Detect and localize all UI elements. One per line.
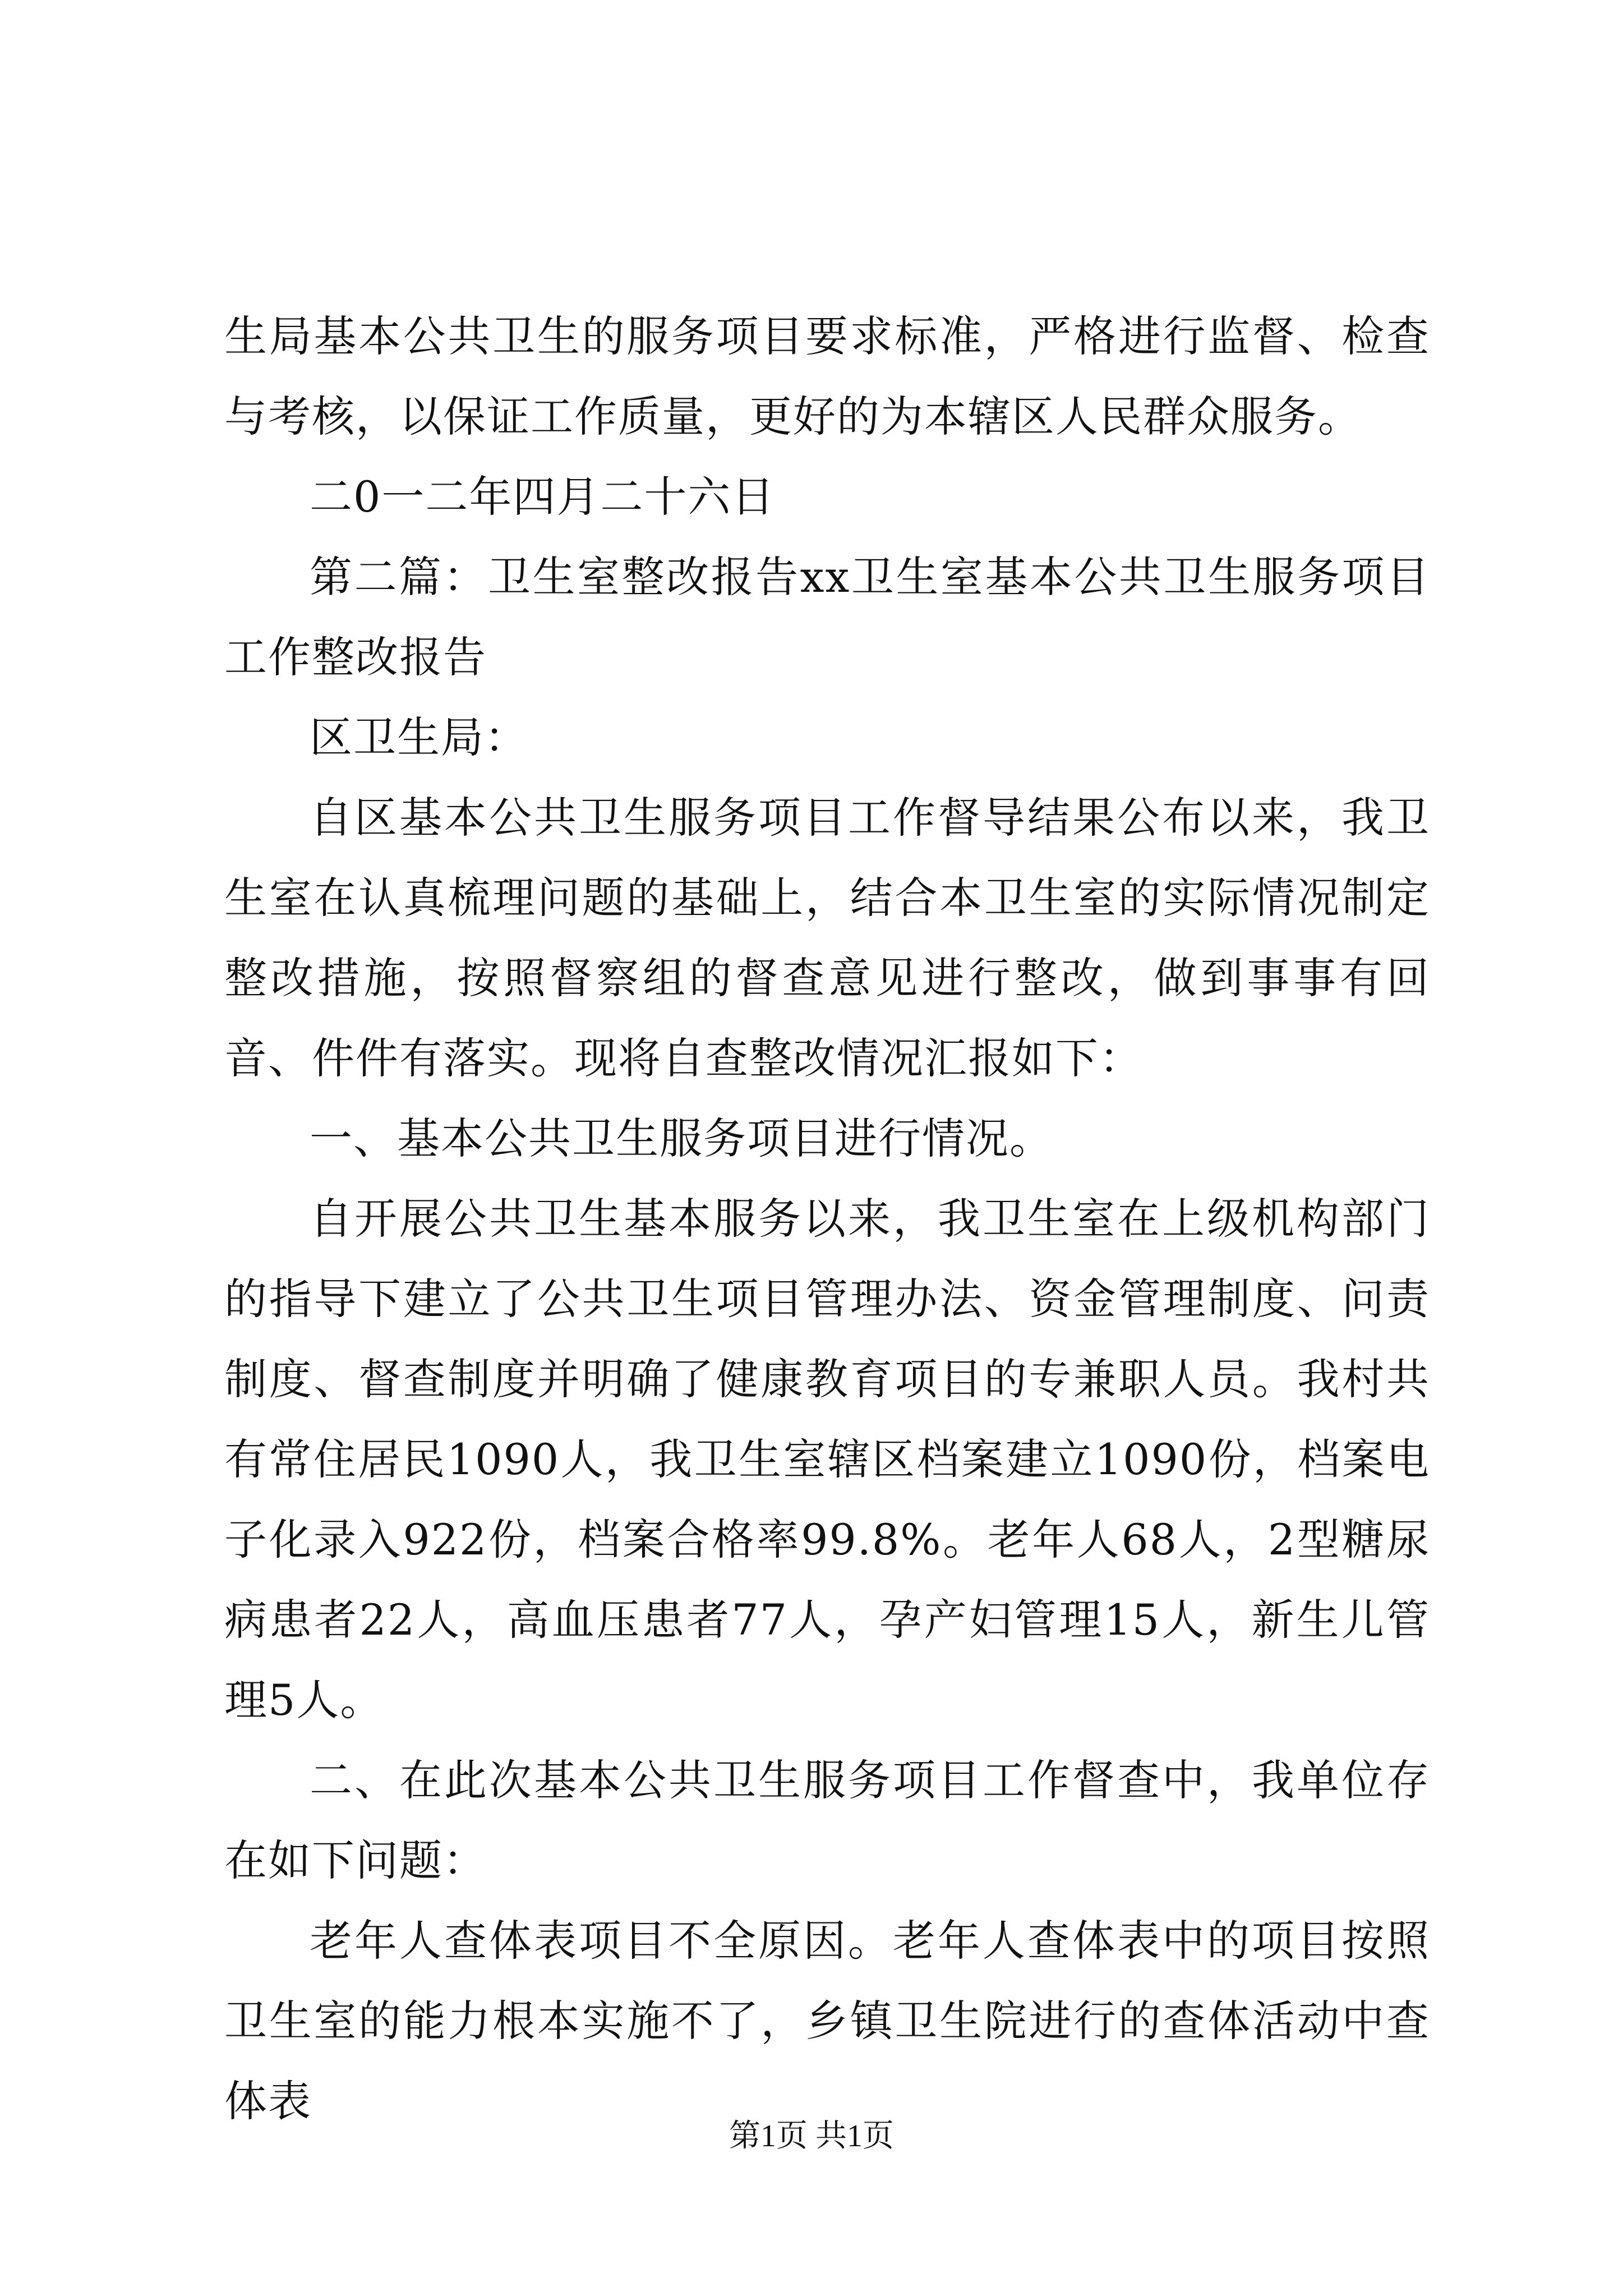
page-footer: 第1页 共1页 [729, 2119, 894, 2154]
paragraph-addressee: 区卫生局： [310, 712, 528, 762]
paragraph-section-title: 第二篇：卫生室整改报告xx卫生室基本公共卫生服务项目工作整改报告 [224, 552, 1430, 682]
paragraph-date: 二0一二年四月二十六日 [310, 472, 776, 522]
paragraph-heading-2: 二、在此次基本公共卫生服务项目工作督查中，我单位存在如下问题： [224, 1755, 1430, 1885]
paragraph-statistics: 自开展公共卫生基本服务以来，我卫生室在上级机构部门的指导下建立了公共卫生项目管理办法、资金管理制度、问责制度、督查制度并明确了健康教育项目的专兼职人员。我村共有常住居民1090人，我卫生室辖区档案建立1090份，档案电子化录入922份，档案合格率99.8%。老年人68人，2型糖尿病患者22人，高血压患者77人，孕产妇管理15人，新生儿管理5人。 [224, 1194, 1430, 1725]
paragraph-issue: 老年人查体表项目不全原因。老年人查体表中的项目按照卫生室的能力根本实施不了，乡镇卫生院进行的查体活动中查体表 [224, 1916, 1430, 2126]
paragraph-intro: 自区基本公共卫生服务项目工作督导结果公布以来，我卫生室在认真梳理问题的基础上，结合本卫生室的实际情况制定整改措施，按照督察组的督查意见进行整改，做到事事有回音、件件有落实。现将自查整改情况汇报如下： [224, 793, 1430, 1083]
document-body [224, 296, 1430, 2141]
paragraph-heading-1: 一、基本公共卫生服务项目进行情况。 [310, 1114, 1053, 1163]
paragraph-1: 生局基本公共卫生的服务项目要求标准，严格进行监督、检查与考核，以保证工作质量，更好的为本辖区人民群众服务。 [224, 311, 1430, 441]
